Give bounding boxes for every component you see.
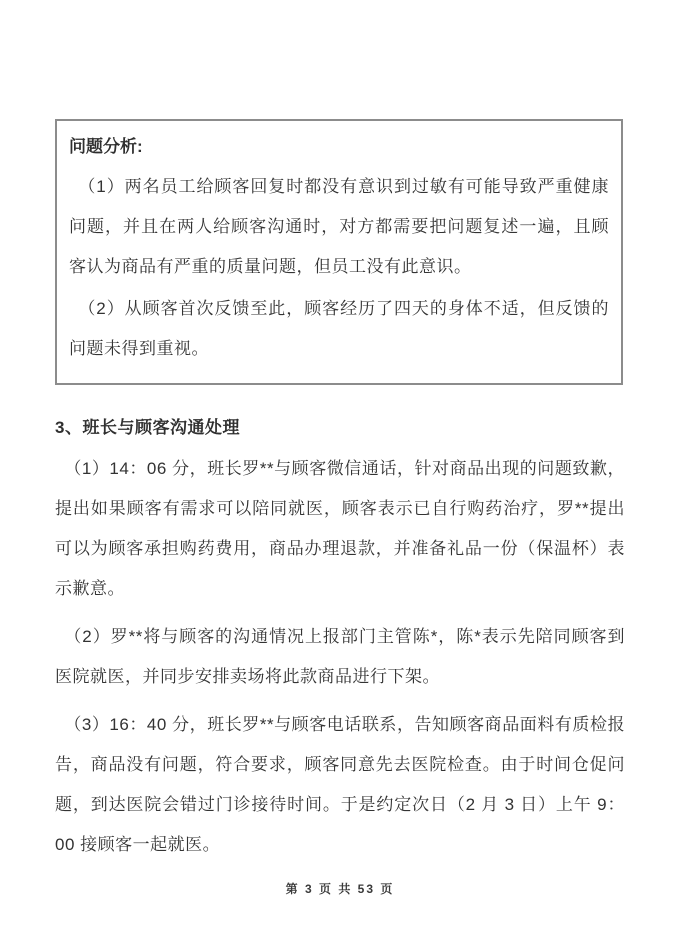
section-paragraph-1: （1）14：06 分，班长罗**与顾客微信通话，针对商品出现的问题致歉，提出如果顾客有需求可以陪同就医，顾客表示已自行购药治疗，罗**提出可以为顾客承担购药费用，商品办理退款，并准备礼品一份（保温杯）表示歉意。 bbox=[55, 459, 625, 598]
analysis-box-title: 问题分析: bbox=[69, 137, 143, 156]
section-paragraph-2: （2）罗**将与顾客的沟通情况上报部门主管陈*，陈*表示先陪同顾客到医院就医，并同步安排卖场将此款商品进行下架。 bbox=[55, 627, 625, 686]
analysis-paragraph-2: （2）从顾客首次反馈至此，顾客经历了四天的身体不适，但反馈的问题未得到重视。 bbox=[69, 299, 609, 358]
section-communication-handling bbox=[55, 415, 625, 865]
analysis-box bbox=[55, 119, 623, 385]
section-heading: 3、班长与顾客沟通处理 bbox=[55, 418, 240, 437]
section-paragraph-3: （3）16：40 分，班长罗**与顾客电话联系，告知顾客商品面料有质检报告，商品没有问题，符合要求，顾客同意先去医院检查。由于时间仓促问题，到达医院会错过门诊接待时间。于是约定次日（2 月 3 日）上午 9：00 接顾客一起就医。 bbox=[55, 715, 625, 854]
document-content bbox=[55, 0, 625, 865]
analysis-paragraph-1: （1）两名员工给顾客回复时都没有意识到过敏有可能导致严重健康问题，并且在两人给顾客沟通时，对方都需要把问题复述一遍，且顾客认为商品有严重的质量问题，但员工没有此意识。 bbox=[69, 177, 609, 276]
page-number: 第 3 页 共 53 页 bbox=[285, 882, 395, 896]
